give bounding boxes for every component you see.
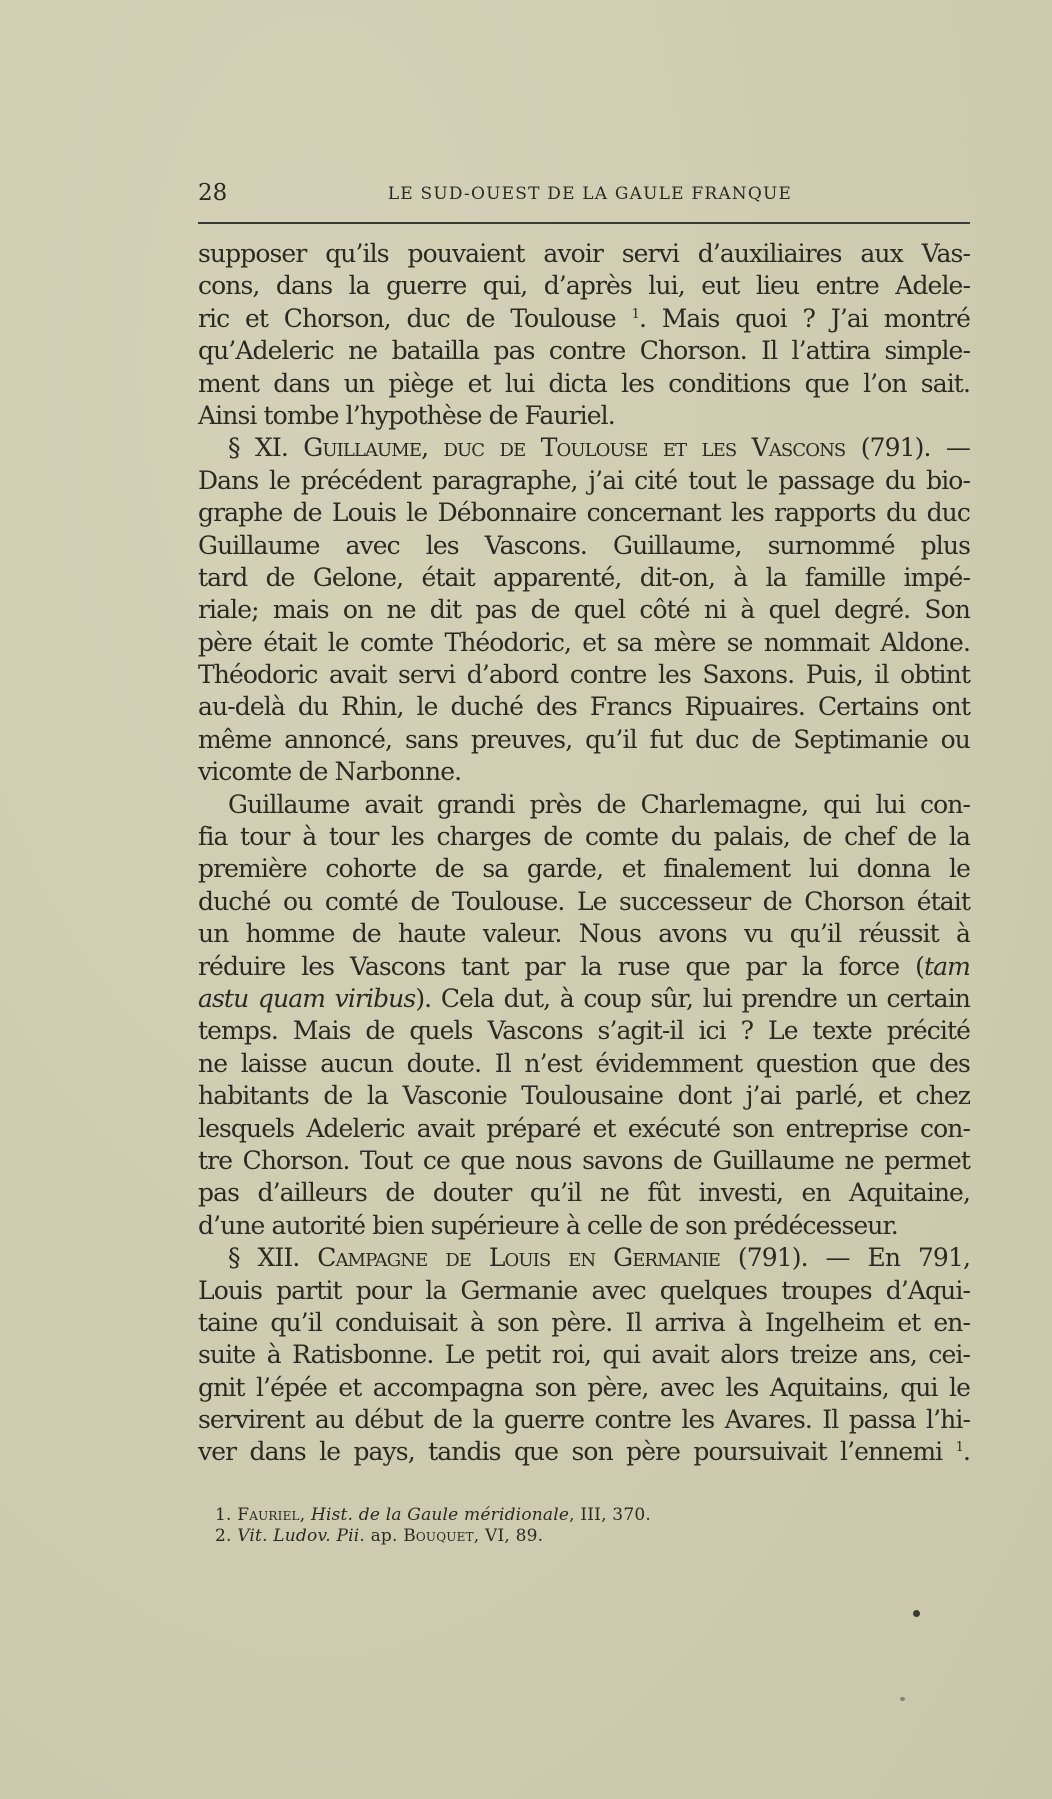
section-mark: § XII. xyxy=(228,1243,318,1273)
text-line: cons, dans la guerre qui, d’après lui, eut lieu entre Adele- xyxy=(198,271,970,301)
latin-phrase: astu quam viribus xyxy=(198,983,416,1013)
body-text xyxy=(198,238,970,1469)
text-line: taine qu’il conduisait à son père. Il arriva à Ingelheim et en- xyxy=(198,1307,970,1337)
text-line: graphe de Louis le Débonnaire concernant les rapports du duc xyxy=(198,498,970,528)
text-line: qu’Adeleric ne batailla pas contre Chorson. Il l’attira simple- xyxy=(198,336,970,366)
text-line xyxy=(198,983,970,1015)
text-line: lesquels Adeleric avait préparé et exécuté son entreprise con- xyxy=(198,1113,970,1143)
text-line: même annoncé, sans preuves, qu’il fut duc de Septimanie ou xyxy=(198,724,970,754)
footnote-title: Vit. Ludov. Pii xyxy=(237,1526,360,1546)
text-line: pas d’ailleurs de douter qu’il ne fût investi, en Aquitaine, xyxy=(198,1178,970,1208)
text-line: ne laisse aucun doute. Il n’est évidemment question que des xyxy=(198,1048,970,1078)
book-page xyxy=(198,180,970,1546)
footnote-ref-text: , III, 370. xyxy=(569,1505,651,1525)
footnote-number: 2. xyxy=(215,1526,238,1546)
text-span: ). Cela dut, à coup sûr, lui prendre un certain xyxy=(415,983,970,1013)
text-line xyxy=(198,303,970,335)
text-line: habitants de la Vasconie Toulousaine dont j’ai parlé, et chez xyxy=(198,1081,970,1111)
text-span: . xyxy=(962,1437,970,1467)
latin-phrase: tam xyxy=(924,951,970,981)
text-line: Ainsi tombe l’hypothèse de Fauriel. xyxy=(198,400,615,430)
text-line: un homme de haute valeur. Nous avons vu qu’il réussit à xyxy=(198,919,970,949)
footnote-ref-text: , VI, 89. xyxy=(473,1526,544,1546)
text-line: Dans le précédent paragraphe, j’ai cité tout le passage du bio- xyxy=(198,465,970,495)
text-line: duché ou comté de Toulouse. Le successeur de Chorson était xyxy=(198,886,970,916)
text-line: première cohorte de sa garde, et finalement lui donna le xyxy=(198,854,970,884)
footnote-sep: , xyxy=(299,1505,311,1525)
footnote-number: 1. xyxy=(215,1505,238,1525)
section-title: Campagne de Louis en Germanie xyxy=(317,1243,721,1273)
footnote-author: Bouquet xyxy=(403,1526,474,1546)
section-title: Guillaume, duc de Toulouse et les Vascons xyxy=(303,433,846,463)
text-line: d’une autorité bien supérieure à celle de son prédécesseur. xyxy=(198,1210,898,1240)
footnote-ref[interactable]: 1 xyxy=(631,306,639,322)
text-line: père était le comte Théodoric, et sa mère se nommait Aldone. xyxy=(198,627,970,657)
footnote-2 xyxy=(198,1526,970,1547)
text-line xyxy=(198,951,970,983)
text-span: ric et Chorson, duc de Toulouse xyxy=(198,303,616,333)
running-head xyxy=(198,180,970,212)
text-line xyxy=(198,1436,970,1468)
text-line: gnit l’épée et accompagna son père, avec les Aquitains, qui le xyxy=(198,1372,970,1402)
text-line: riale; mais on ne dit pas de quel côté ni à quel degré. Son xyxy=(198,595,970,625)
text-line: supposer qu’ils pouvaient avoir servi d’auxiliaires aux Vas- xyxy=(198,239,970,268)
footnotes xyxy=(198,1505,970,1547)
text-line: servirent au début de la guerre contre les Avares. Il passa l’hi- xyxy=(198,1405,970,1435)
paper-speck xyxy=(900,1697,905,1701)
text-span: réduire les Vascons tant par la ruse que par la force ( xyxy=(198,951,925,981)
text-span: . Mais quoi ? J’ai montré xyxy=(638,303,970,333)
text-line: Louis partit pour la Germanie avec quelques troupes d’Aqui- xyxy=(198,1275,970,1305)
text-line: ment dans un piège et lui dicta les conditions que l’on sait. xyxy=(198,368,970,398)
text-line: fia tour à tour les charges de comte du palais, de chef de la xyxy=(198,822,970,852)
text-line: Guillaume avait grandi près de Charlemagne, qui lui con- xyxy=(228,789,970,819)
paper-speck xyxy=(913,1610,920,1617)
section-date: (791). — En 791, xyxy=(720,1243,970,1273)
footnote-title: Hist. de la Gaule méridionale xyxy=(310,1505,570,1525)
footnote-author: Fauriel xyxy=(237,1505,300,1525)
text-line: tard de Gelone, était apparenté, dit-on, à la famille impé- xyxy=(198,562,970,592)
text-line: Théodoric avait servi d’abord contre les Saxons. Puis, il obtint xyxy=(198,660,970,690)
footnote-mid: . ap. xyxy=(359,1526,404,1546)
footnote-1 xyxy=(198,1505,970,1526)
text-line: tre Chorson. Tout ce que nous savons de Guillaume ne permet xyxy=(198,1145,970,1175)
text-span: ver dans le pays, tandis que son père poursuivait l’ennemi xyxy=(198,1437,943,1467)
section-heading-xi xyxy=(198,432,970,464)
running-title: LE SUD-OUEST DE LA GAULE FRANQUE xyxy=(387,184,793,204)
footnote-ref[interactable]: 1 xyxy=(955,1440,963,1456)
text-line: vicomte de Narbonne. xyxy=(198,757,462,787)
text-line: Guillaume avec les Vascons. Guillaume, surnommé plus xyxy=(198,530,970,560)
section-heading-xii xyxy=(198,1242,970,1274)
section-mark: § XI. xyxy=(228,433,304,463)
page-number: 28 xyxy=(198,180,228,206)
text-line: au-delà du Rhin, le duché des Francs Ripuaires. Certains ont xyxy=(198,692,970,722)
text-line: temps. Mais de quels Vascons s’agit-il ici ? Le texte précité xyxy=(198,1016,970,1046)
section-date: (791). — xyxy=(845,433,970,463)
text-line: suite à Ratisbonne. Le petit roi, qui avait alors treize ans, cei- xyxy=(198,1340,970,1370)
header-rule xyxy=(198,222,970,224)
